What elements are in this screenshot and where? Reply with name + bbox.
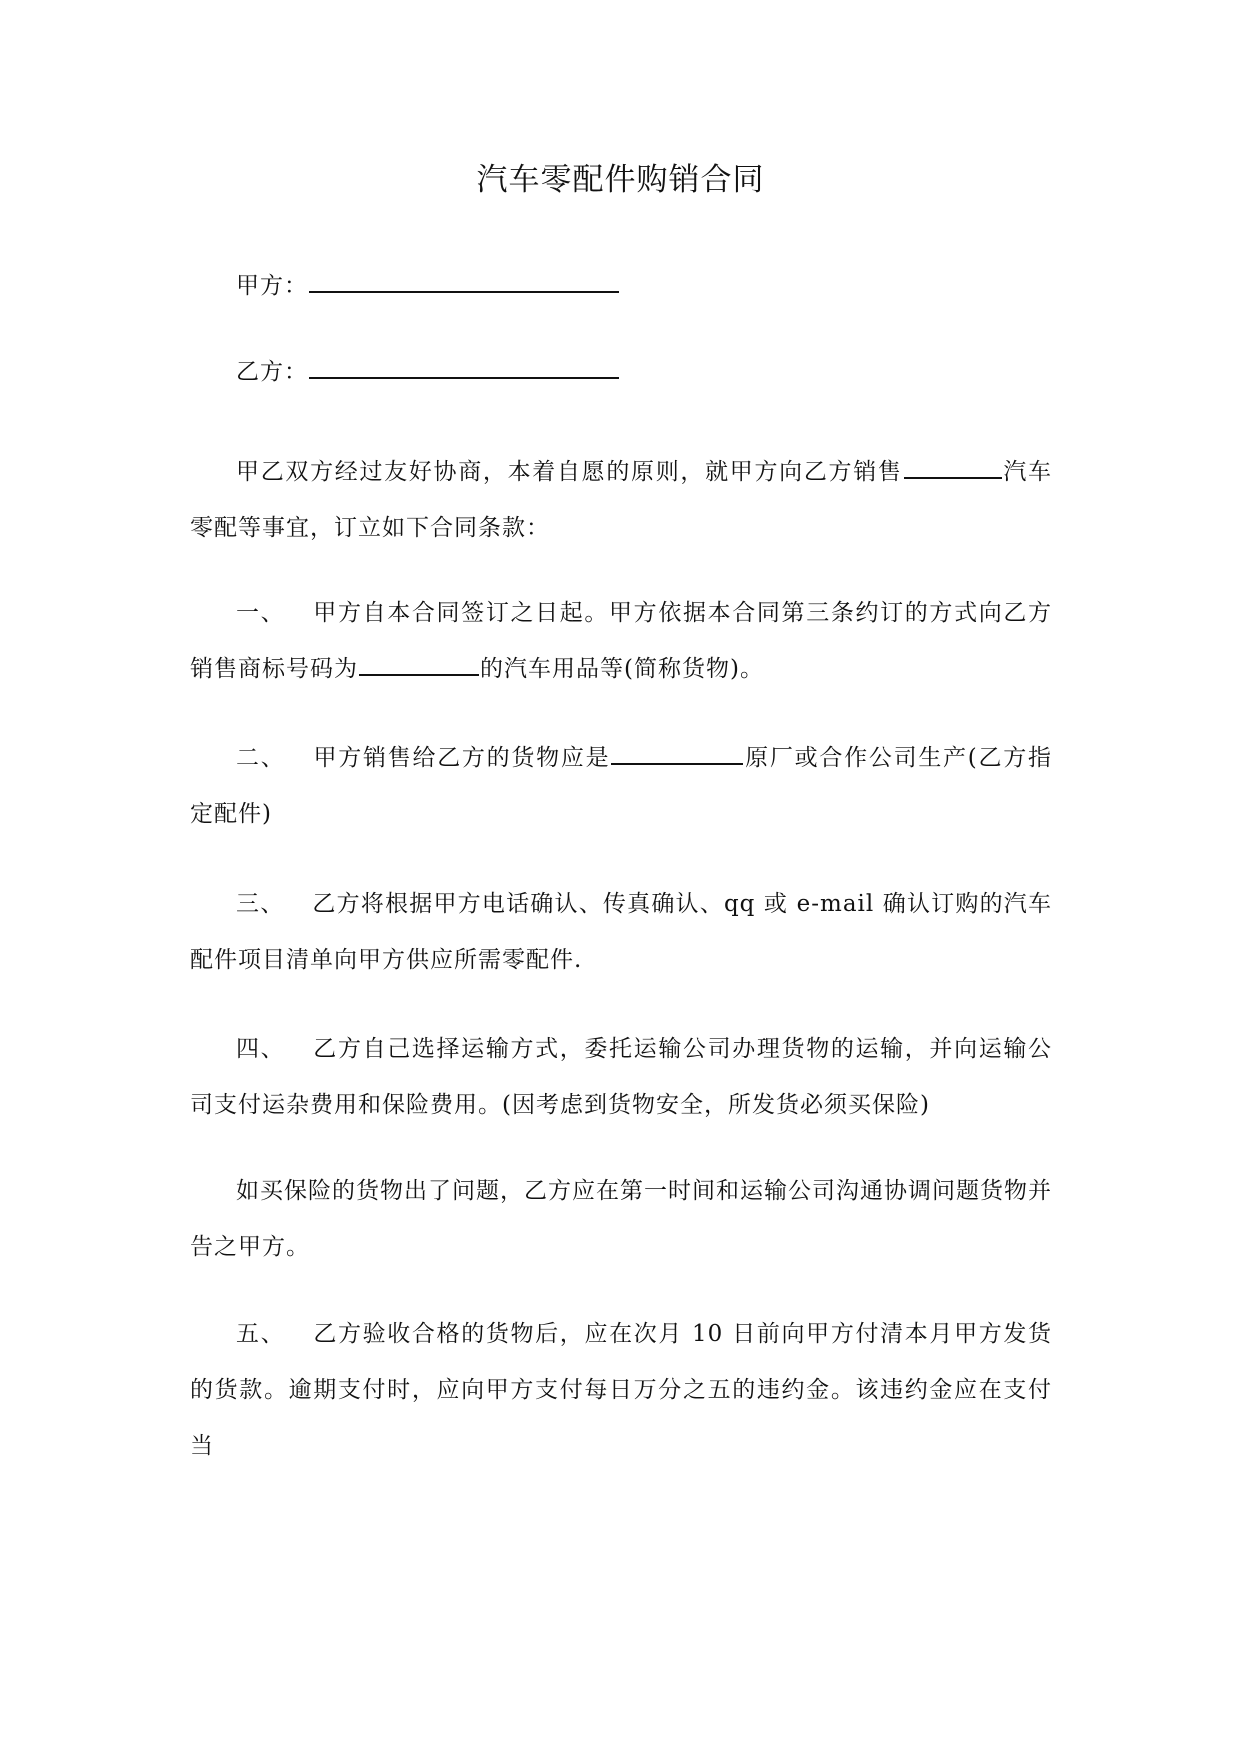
clause-5-text: 乙方验收合格的货物后，应在次月 10 日前向甲方付清本月甲方发货的货款。逾期支付时，应向甲方支付每日万分之五的违约金。该违约金应在支付当 [190,1321,1053,1459]
party-b-label: 乙方： [236,359,308,385]
clause-1-text-after: 的汽车用品等(简称货物)。 [480,656,764,682]
party-a-line [190,258,1052,314]
clause-3-text: 乙方将根据甲方电话确认、传真确认、qq 或 e-mail 确认订购的汽车配件项目清单向甲方供应所需零配件. [190,891,1053,973]
clause-1-text-before: 甲方自本合同签订之日起。甲方依据本合同第三条约订的方式向乙方销售商标号码为 [190,600,1053,682]
insurance-note-text: 如买保险的货物出了问题，乙方应在第一时间和运输公司沟通协调问题货物并告之甲方。 [190,1178,1052,1260]
clause-3-number: 三、 [236,891,285,917]
clause-3 [190,876,1052,988]
party-b-line [190,344,1052,400]
clause-2-text-after: 原厂或合作公司生产(乙方指定配件) [190,745,1053,827]
clause-5 [190,1306,1052,1474]
insurance-note [190,1163,1052,1275]
clause-2-number: 二、 [236,745,286,771]
party-a-label: 甲方： [236,273,308,299]
brand-blank [904,455,1002,479]
clause-1 [190,585,1052,697]
manufacturer-blank [611,741,743,765]
intro-text-before: 甲乙双方经过友好协商，本着自愿的原则，就甲方向乙方销售 [236,459,903,485]
clause-5-number: 五、 [236,1321,286,1347]
intro-paragraph [190,444,1052,556]
clause-4-text: 乙方自己选择运输方式，委托运输公司办理货物的运输，并向运输公司支付运杂费用和保险费用。(因考虑到货物安全，所发货必须买保险) [190,1036,1053,1118]
clause-4-number: 四、 [236,1036,286,1062]
clause-4 [190,1021,1052,1133]
trademark-blank [359,652,479,676]
clause-2 [190,730,1052,842]
party-b-blank [309,355,619,379]
party-a-blank [309,269,619,293]
clause-2-text-before: 甲方销售给乙方的货物应是 [313,745,611,771]
intro-text-after: 汽车零配等事宜，订立如下合同条款： [190,459,1053,541]
contract-title: 汽车零配件购销合同 [476,162,765,198]
clause-1-number: 一、 [236,600,286,626]
